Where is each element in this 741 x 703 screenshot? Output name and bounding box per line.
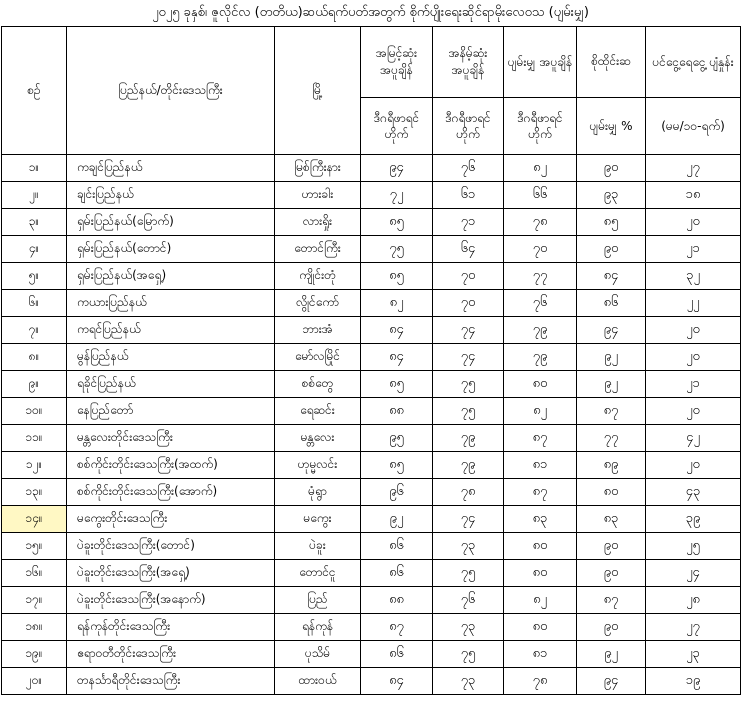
cell-humidity[interactable]: ၉၂	[577, 371, 646, 398]
header-evaporation[interactable]: ပင်ငွေ့ရေငွေ့ ပျံနှုန်း	[646, 27, 741, 98]
cell-city[interactable]: မန္တလေး	[275, 425, 361, 452]
cell-max-temp[interactable]: ၈၄	[361, 317, 433, 344]
cell-region[interactable]: ရန်ကုန်တိုင်းဒေသကြီး	[67, 614, 275, 641]
table-row	[2, 560, 741, 587]
cell-evaporation[interactable]: ၂၀	[646, 317, 741, 344]
cell-humidity[interactable]: ၉၂	[577, 641, 646, 668]
cell-city[interactable]: ပုသိမ်	[275, 641, 361, 668]
cell-avg-temp[interactable]: ၈၇	[504, 479, 577, 506]
cell-evaporation[interactable]: ၂၁	[646, 371, 741, 398]
cell-humidity[interactable]: ၉၀	[577, 533, 646, 560]
cell-humidity[interactable]: ၉၄	[577, 317, 646, 344]
cell-humidity[interactable]: ၉၄	[577, 668, 646, 695]
cell-evaporation[interactable]: ၃၉	[646, 506, 741, 533]
cell-city[interactable]: ရေဆင်း	[275, 398, 361, 425]
cell-max-temp[interactable]: ၈၆	[361, 560, 433, 587]
table-row	[2, 533, 741, 560]
cell-min-temp[interactable]: ၇၀	[433, 290, 504, 317]
cell-max-temp[interactable]: ၈၄	[361, 668, 433, 695]
cell-city[interactable]: ဟားခါး	[275, 182, 361, 209]
cell-region[interactable]: တနင်္သာရီတိုင်းဒေသကြီး	[67, 668, 275, 695]
cell-evaporation[interactable]: ၂၅	[646, 533, 741, 560]
cell-city[interactable]: မကွေး	[275, 506, 361, 533]
table-row	[2, 452, 741, 479]
unit-avg-temp[interactable]: ဒီဂရီဖာရင် ဟိုက်	[504, 98, 577, 155]
cell-humidity[interactable]: ၈၉	[577, 452, 646, 479]
table-row	[2, 641, 741, 668]
cell-min-temp[interactable]: ၇၈	[433, 479, 504, 506]
cell-min-temp[interactable]: ၇၃	[433, 614, 504, 641]
cell-avg-temp[interactable]: ၇၈	[504, 668, 577, 695]
cell-min-temp[interactable]: ၇၆	[433, 587, 504, 614]
cell-region[interactable]: နေပြည်တော်	[67, 398, 275, 425]
cell-max-temp[interactable]: ၈၆	[361, 641, 433, 668]
cell-city[interactable]: လွိုင်ကော်	[275, 290, 361, 317]
cell-no[interactable]: ၁၈။	[2, 614, 67, 641]
cell-min-temp[interactable]: ၇၃	[433, 533, 504, 560]
cell-avg-temp[interactable]: ၇၈	[504, 209, 577, 236]
cell-no[interactable]: ၁။	[2, 155, 67, 182]
cell-region[interactable]: ကရင်ပြည်နယ်	[67, 317, 275, 344]
cell-humidity[interactable]: ၈၅	[577, 209, 646, 236]
cell-avg-temp[interactable]: ၈၂	[504, 155, 577, 182]
cell-no[interactable]: ၆။	[2, 290, 67, 317]
cell-region[interactable]: စစ်ကိုင်းတိုင်းဒေသကြီး(အောက်)	[67, 479, 275, 506]
cell-max-temp[interactable]: ၈၄	[361, 344, 433, 371]
cell-region[interactable]: ကချင်ပြည်နယ်	[67, 155, 275, 182]
cell-no[interactable]: ၁၆။	[2, 560, 67, 587]
cell-city[interactable]: ဘားအံ	[275, 317, 361, 344]
cell-avg-temp[interactable]: ၈၀	[504, 560, 577, 587]
cell-city[interactable]: မြစ်ကြီးနား	[275, 155, 361, 182]
unit-evaporation[interactable]: (မမ/၁၀-ရက်)	[646, 98, 741, 155]
cell-humidity[interactable]: ၈၆	[577, 290, 646, 317]
cell-evaporation[interactable]: ၂၇	[646, 155, 741, 182]
cell-max-temp[interactable]: ၇၂	[361, 182, 433, 209]
cell-min-temp[interactable]: ၇၃	[433, 668, 504, 695]
table-row	[2, 371, 741, 398]
table-row	[2, 587, 741, 614]
cell-min-temp[interactable]: ၇၄	[433, 344, 504, 371]
cell-min-temp[interactable]: ၇၅	[433, 560, 504, 587]
cell-max-temp[interactable]: ၉၂	[361, 506, 433, 533]
cell-min-temp[interactable]: ၇၉	[433, 452, 504, 479]
cell-city[interactable]: မုံရွာ	[275, 479, 361, 506]
cell-avg-temp[interactable]: ၇၇	[504, 263, 577, 290]
cell-min-temp[interactable]: ၇၄	[433, 506, 504, 533]
cell-evaporation[interactable]: ၂၀	[646, 452, 741, 479]
cell-humidity[interactable]: ၇၇	[577, 425, 646, 452]
cell-avg-temp[interactable]: ၈၃	[504, 506, 577, 533]
cell-max-temp[interactable]: ၈၅	[361, 209, 433, 236]
cell-region[interactable]: ရှမ်းပြည်နယ်(အရှေ့)	[67, 263, 275, 290]
cell-max-temp[interactable]: ၉၅	[361, 425, 433, 452]
cell-no[interactable]: ၁၃။	[2, 479, 67, 506]
cell-city[interactable]: ထားဝယ်	[275, 668, 361, 695]
cell-min-temp[interactable]: ၆၄	[433, 236, 504, 263]
cell-min-temp[interactable]: ၇၀	[433, 263, 504, 290]
cell-region[interactable]: ရှမ်းပြည်နယ်(တောင်)	[67, 236, 275, 263]
cell-city[interactable]: တောင်ငူ	[275, 560, 361, 587]
table-row	[2, 614, 741, 641]
unit-humidity[interactable]: ပျမ်းမျှ %	[577, 98, 646, 155]
cell-no[interactable]: ၉။	[2, 371, 67, 398]
cell-max-temp[interactable]: ၇၅	[361, 236, 433, 263]
cell-no[interactable]: ၈။	[2, 344, 67, 371]
cell-humidity[interactable]: ၉၀	[577, 560, 646, 587]
cell-city[interactable]: ပဲခူး	[275, 533, 361, 560]
sheet-title: ၂၀၂၅ ခုနှစ်၊ ဇူလိုင်လ (တတိယ)ဆယ်ရက်ပတ်အတွက် စိုက်ပျိုးရေးဆိုင်ရာမိုးလေဝသ (ပျမ်းမျှ)	[152, 5, 589, 20]
cell-max-temp[interactable]: ၈၆	[361, 533, 433, 560]
cell-avg-temp[interactable]: ၇၉	[504, 344, 577, 371]
cell-no[interactable]: ၂၀။	[2, 668, 67, 695]
cell-region[interactable]: ပဲခူးတိုင်းဒေသကြီး(တောင်)	[67, 533, 275, 560]
table-row	[2, 290, 741, 317]
cell-evaporation[interactable]: ၂၁	[646, 236, 741, 263]
table-row	[2, 263, 741, 290]
cell-avg-temp[interactable]: ၇၆	[504, 290, 577, 317]
cell-min-temp[interactable]: ၇၉	[433, 425, 504, 452]
cell-min-temp[interactable]: ၇၅	[433, 398, 504, 425]
header-humidity[interactable]: စိုထိုင်းဆ	[577, 27, 646, 98]
cell-no[interactable]: ၁၂။	[2, 452, 67, 479]
unit-max-temp[interactable]: ဒီဂရီဖာရင် ဟိုက်	[361, 98, 433, 155]
cell-evaporation[interactable]: ၁၈	[646, 182, 741, 209]
cell-humidity[interactable]: ၉၃	[577, 182, 646, 209]
cell-region[interactable]: စစ်ကိုင်းတိုင်းဒေသကြီး(အထက်)	[67, 452, 275, 479]
table-row	[2, 344, 741, 371]
header-no[interactable]: စဉ်	[2, 27, 67, 155]
cell-max-temp[interactable]: ၈၇	[361, 614, 433, 641]
cell-region[interactable]: ရခိုင်ပြည်နယ်	[67, 371, 275, 398]
table-row	[2, 182, 741, 209]
header-city[interactable]: မြို့	[275, 27, 361, 155]
cell-max-temp[interactable]: ၈၅	[361, 263, 433, 290]
cell-evaporation[interactable]: ၂၃	[646, 641, 741, 668]
cell-humidity[interactable]: ၉၀	[577, 236, 646, 263]
cell-region[interactable]: ဧရာဝတီတိုင်းဒေသကြီး	[67, 641, 275, 668]
cell-evaporation[interactable]: ၂၀	[646, 398, 741, 425]
cell-max-temp[interactable]: ၈၈	[361, 587, 433, 614]
cell-evaporation[interactable]: ၂၈	[646, 587, 741, 614]
cell-evaporation[interactable]: ၄၃	[646, 479, 741, 506]
unit-min-temp[interactable]: ဒီဂရီဖာရင် ဟိုက်	[433, 98, 504, 155]
header-avg-temp[interactable]: ပျမ်းမျှ အပူချိန်	[504, 27, 577, 98]
cell-no[interactable]: ၇။	[2, 317, 67, 344]
cell-avg-temp[interactable]: ၇၉	[504, 317, 577, 344]
cell-evaporation[interactable]: ၄၂	[646, 425, 741, 452]
cell-no[interactable]: ၅။	[2, 263, 67, 290]
cell-min-temp[interactable]: ၆၁	[433, 182, 504, 209]
cell-max-temp[interactable]: ၈၈	[361, 398, 433, 425]
cell-min-temp[interactable]: ၇၅	[433, 641, 504, 668]
cell-max-temp[interactable]: ၈၂	[361, 290, 433, 317]
table-row	[2, 236, 741, 263]
table-row	[2, 479, 741, 506]
cell-city[interactable]: စစ်တွေ	[275, 371, 361, 398]
cell-avg-temp[interactable]: ၈၁	[504, 641, 577, 668]
cell-no[interactable]: ၁၄။	[2, 506, 67, 533]
cell-min-temp[interactable]: ၇၁	[433, 209, 504, 236]
cell-city[interactable]: ရန်ကုန်	[275, 614, 361, 641]
cell-no[interactable]: ၁၁။	[2, 425, 67, 452]
cell-city[interactable]: တောင်ကြီး	[275, 236, 361, 263]
cell-humidity[interactable]: ၈၃	[577, 506, 646, 533]
cell-evaporation[interactable]: ၂၀	[646, 344, 741, 371]
cell-humidity[interactable]: ၈၄	[577, 263, 646, 290]
cell-region[interactable]: ချင်းပြည်နယ်	[67, 182, 275, 209]
cell-region[interactable]: ပဲခူးတိုင်းဒေသကြီး(အနောက်)	[67, 587, 275, 614]
cell-humidity[interactable]: ၈၀	[577, 479, 646, 506]
cell-evaporation[interactable]: ၁၉	[646, 668, 741, 695]
header-region[interactable]: ပြည်နယ်/တိုင်းဒေသကြီး	[67, 27, 275, 155]
table-row	[2, 155, 741, 182]
table-row	[2, 398, 741, 425]
cell-evaporation[interactable]: ၂၄	[646, 560, 741, 587]
cell-avg-temp[interactable]: ၈၀	[504, 533, 577, 560]
table-row	[2, 506, 741, 533]
cell-humidity[interactable]: ၉၂	[577, 344, 646, 371]
cell-city[interactable]: မော်လမြိုင်	[275, 344, 361, 371]
table-body	[2, 155, 741, 695]
cell-max-temp[interactable]: ၉၄	[361, 155, 433, 182]
header-min-temp[interactable]: အနိမ့်ဆုံး အပူချိန်	[433, 27, 504, 98]
cell-region[interactable]: ပဲခူးတိုင်းဒေသကြီး(အရှေ့)	[67, 560, 275, 587]
cell-region[interactable]: မွန်ပြည်နယ်	[67, 344, 275, 371]
cell-city[interactable]: ကျိုင်းတုံ	[275, 263, 361, 290]
cell-avg-temp[interactable]: ၈၀	[504, 614, 577, 641]
weather-table	[1, 26, 741, 695]
cell-avg-temp[interactable]: ၈၂	[504, 398, 577, 425]
table-row	[2, 425, 741, 452]
cell-city[interactable]: လားရှိုး	[275, 209, 361, 236]
cell-avg-temp[interactable]: ၇၀	[504, 236, 577, 263]
cell-region[interactable]: ရှမ်းပြည်နယ်(မြောက်)	[67, 209, 275, 236]
table-row	[2, 209, 741, 236]
cell-max-temp[interactable]: ၉၆	[361, 479, 433, 506]
cell-no[interactable]: ၁၉။	[2, 641, 67, 668]
cell-avg-temp[interactable]: ၈၇	[504, 425, 577, 452]
cell-region[interactable]: ကယားပြည်နယ်	[67, 290, 275, 317]
cell-humidity[interactable]: ၈၇	[577, 398, 646, 425]
cell-max-temp[interactable]: ၈၅	[361, 371, 433, 398]
cell-region[interactable]: မကွေးတိုင်းဒေသကြီး	[67, 506, 275, 533]
cell-humidity[interactable]: ၈၇	[577, 587, 646, 614]
cell-city[interactable]: ပြည်	[275, 587, 361, 614]
cell-no[interactable]: ၃။	[2, 209, 67, 236]
table-row	[2, 317, 741, 344]
cell-no[interactable]: ၁၅။	[2, 533, 67, 560]
header-max-temp[interactable]: အမြင့်ဆုံး အပူချိန်	[361, 27, 433, 98]
cell-avg-temp[interactable]: ၈၁	[504, 452, 577, 479]
cell-no[interactable]: ၁၇။	[2, 587, 67, 614]
table-row	[2, 668, 741, 695]
cell-avg-temp[interactable]: ၈၂	[504, 587, 577, 614]
cell-evaporation[interactable]: ၂၀	[646, 209, 741, 236]
cell-avg-temp[interactable]: ၈၀	[504, 371, 577, 398]
cell-region[interactable]: မန္တလေးတိုင်းဒေသကြီး	[67, 425, 275, 452]
cell-no[interactable]: ၂။	[2, 182, 67, 209]
cell-no[interactable]: ၁၀။	[2, 398, 67, 425]
cell-evaporation[interactable]: ၂၇	[646, 614, 741, 641]
cell-avg-temp[interactable]: ၆၆	[504, 182, 577, 209]
cell-city[interactable]: ဟုမ္မလင်း	[275, 452, 361, 479]
cell-humidity[interactable]: ၉၀	[577, 155, 646, 182]
cell-min-temp[interactable]: ၇၆	[433, 155, 504, 182]
cell-min-temp[interactable]: ၇၄	[433, 317, 504, 344]
cell-max-temp[interactable]: ၈၅	[361, 452, 433, 479]
cell-evaporation[interactable]: ၂၂	[646, 290, 741, 317]
cell-evaporation[interactable]: ၃၂	[646, 263, 741, 290]
cell-min-temp[interactable]: ၇၅	[433, 371, 504, 398]
cell-no[interactable]: ၄။	[2, 236, 67, 263]
cell-humidity[interactable]: ၉၀	[577, 614, 646, 641]
